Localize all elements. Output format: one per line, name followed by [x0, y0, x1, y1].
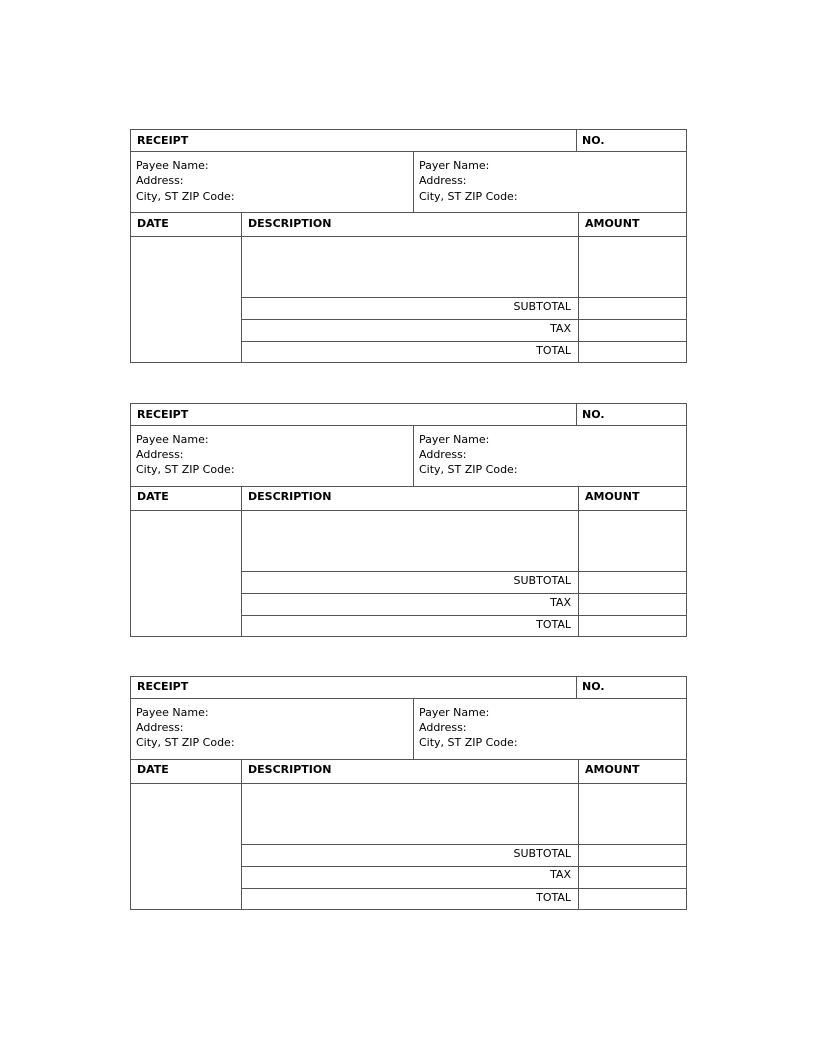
receipt-number-label: NO.	[582, 680, 605, 693]
receipt-title: RECEIPT	[137, 680, 189, 693]
payer-name-label: Payer Name:	[419, 433, 490, 446]
amount-column-header: AMOUNT	[585, 763, 640, 776]
receipt-title: RECEIPT	[137, 408, 189, 421]
receipt-number-label: NO.	[582, 134, 605, 147]
tax-label: TAX	[550, 322, 571, 335]
payer-address-label: Address:	[419, 174, 467, 187]
date-column-header: DATE	[137, 763, 169, 776]
date-column-header: DATE	[137, 217, 169, 230]
receipt-number-label: NO.	[582, 408, 605, 421]
description-column-header: DESCRIPTION	[248, 763, 332, 776]
subtotal-label: SUBTOTAL	[513, 300, 571, 313]
payee-name-label: Payee Name:	[136, 706, 209, 719]
description-column-header: DESCRIPTION	[248, 217, 332, 230]
payee-city-label: City, ST ZIP Code:	[136, 463, 235, 476]
payee-address-label: Address:	[136, 448, 184, 461]
subtotal-label: SUBTOTAL	[513, 847, 571, 860]
subtotal-label: SUBTOTAL	[513, 574, 571, 587]
description-column-header: DESCRIPTION	[248, 490, 332, 503]
amount-column-header: AMOUNT	[585, 217, 640, 230]
payee-name-label: Payee Name:	[136, 433, 209, 446]
total-label: TOTAL	[536, 618, 571, 631]
payer-address-label: Address:	[419, 721, 467, 734]
payee-city-label: City, ST ZIP Code:	[136, 190, 235, 203]
receipt-title: RECEIPT	[137, 134, 189, 147]
payer-name-label: Payer Name:	[419, 159, 490, 172]
payee-name-label: Payee Name:	[136, 159, 209, 172]
date-column-header: DATE	[137, 490, 169, 503]
total-label: TOTAL	[536, 891, 571, 904]
receipt-form	[130, 129, 687, 363]
payer-address-label: Address:	[419, 448, 467, 461]
payer-city-label: City, ST ZIP Code:	[419, 463, 518, 476]
tax-label: TAX	[550, 596, 571, 609]
payee-address-label: Address:	[136, 721, 184, 734]
payee-city-label: City, ST ZIP Code:	[136, 736, 235, 749]
payer-name-label: Payer Name:	[419, 706, 490, 719]
receipt-form	[130, 403, 687, 637]
payer-city-label: City, ST ZIP Code:	[419, 190, 518, 203]
amount-column-header: AMOUNT	[585, 490, 640, 503]
payee-address-label: Address:	[136, 174, 184, 187]
receipt-form	[130, 676, 687, 910]
tax-label: TAX	[550, 868, 571, 881]
payer-city-label: City, ST ZIP Code:	[419, 736, 518, 749]
total-label: TOTAL	[536, 344, 571, 357]
